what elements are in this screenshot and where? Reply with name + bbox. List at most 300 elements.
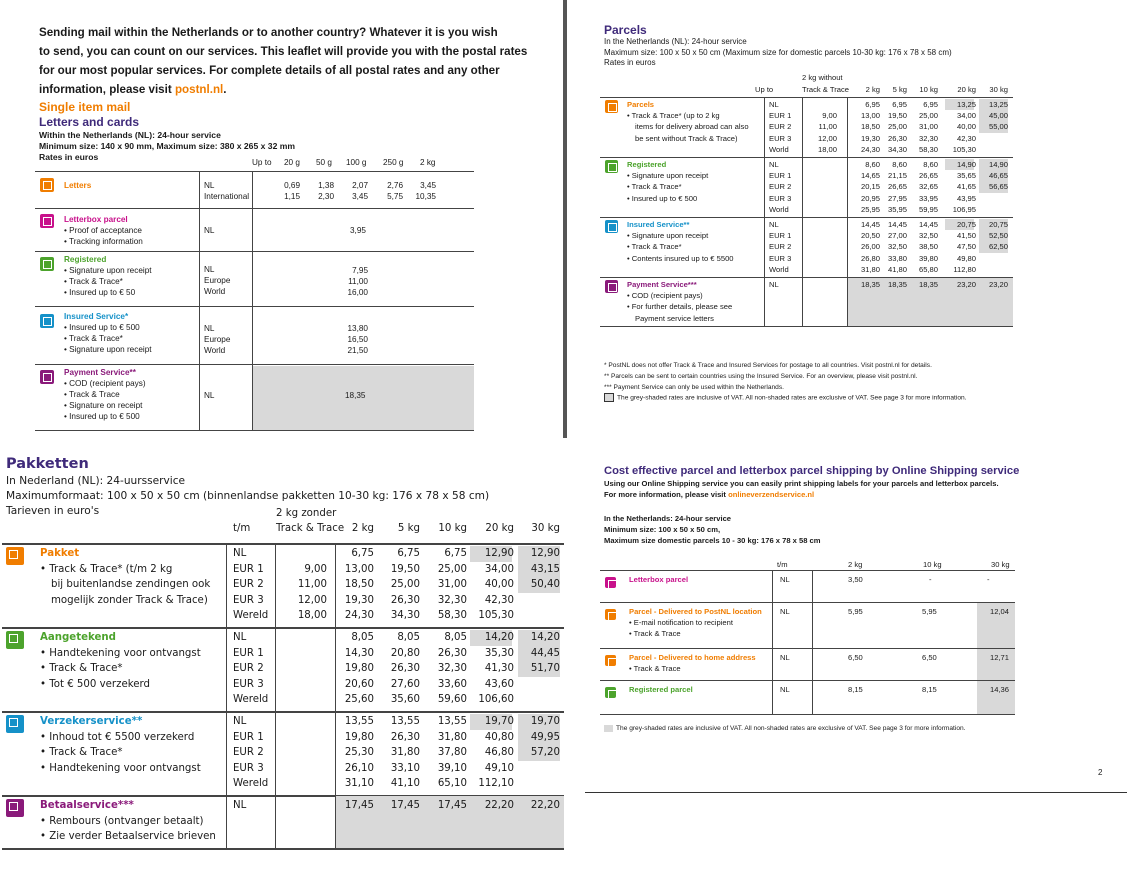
rate: 20,80 <box>390 647 420 659</box>
online-table <box>585 446 1127 792</box>
letter-icon <box>40 178 54 192</box>
bullet: • Inhoud tot € 5500 verzekerd <box>40 731 195 743</box>
rate: 20,75 <box>956 220 976 229</box>
bullet: • Track & Trace <box>629 664 681 673</box>
rate: 43,15 <box>530 563 560 575</box>
rate: 51,70 <box>530 663 560 675</box>
rate: 26,00 <box>860 242 880 252</box>
divider <box>764 157 765 217</box>
rate: 14,20 <box>484 632 514 643</box>
rate: 112,10 <box>478 778 514 790</box>
rate: 14,45 <box>887 220 907 229</box>
rate: 40,00 <box>956 122 976 132</box>
bullet: • Tracking information <box>64 237 143 246</box>
rate: - <box>929 575 932 584</box>
bullet: • For further details, please see <box>627 302 733 312</box>
col-header: 30 kg <box>991 560 1010 569</box>
dest: NL <box>204 265 215 274</box>
bullet: • Track & Trace* <box>627 242 682 252</box>
rate: 2,07 <box>352 181 368 190</box>
dest: NL <box>204 391 215 400</box>
divider <box>812 648 813 680</box>
rate: 22,20 <box>530 800 560 811</box>
panel-parcels <box>567 0 1127 438</box>
rate: 31,80 <box>437 731 467 743</box>
rate: 13,25 <box>988 100 1008 109</box>
rate: 13,55 <box>390 716 420 727</box>
rate: 18,35 <box>345 391 366 400</box>
rate: 11,00 <box>818 122 837 132</box>
bullet: • Signature upon receipt <box>627 171 709 181</box>
col-header: 2 kg zonder <box>276 508 337 519</box>
insured-title: Insured Service* <box>64 312 129 321</box>
rate: 31,10 <box>344 778 374 790</box>
dest: EUR 2 <box>769 122 792 132</box>
col-header: t/m <box>777 560 788 569</box>
divider <box>812 602 813 648</box>
rate: 19,70 <box>530 716 560 727</box>
rate: 26,65 <box>887 182 907 192</box>
col-header: Track & Trace <box>802 85 849 94</box>
rate: 25,00 <box>437 563 467 575</box>
payment-icon <box>40 370 54 384</box>
rate: 32,30 <box>437 663 467 675</box>
rate: 35,30 <box>484 647 514 659</box>
bullet: • Zie verder Betaalservice brieven <box>40 831 216 843</box>
bullet: • Rembours (ontvanger betaalt) <box>40 815 204 827</box>
dest: International <box>204 192 250 201</box>
rate: 27,95 <box>887 193 907 203</box>
divider <box>335 711 336 795</box>
divider <box>226 795 227 848</box>
rate: 58,30 <box>918 144 938 154</box>
rate: 6,75 <box>351 548 374 559</box>
rate: 16,00 <box>347 288 368 297</box>
dest: EUR 1 <box>769 231 792 241</box>
bullet: • Track & Trace* <box>40 747 123 759</box>
rate: 41,80 <box>887 264 907 274</box>
bullet: • Track & Trace <box>64 390 120 399</box>
rate: 14,65 <box>860 171 880 181</box>
rate: 3,45 <box>420 181 436 190</box>
rate: 32,30 <box>918 133 938 143</box>
divider <box>847 157 848 217</box>
rate: 59,60 <box>437 694 467 706</box>
online-title: Cost effective parcel and letterbox parcel shipping by Online Shipping service <box>604 465 1020 477</box>
rate: 25,00 <box>390 579 420 591</box>
rate: 40,80 <box>484 731 514 743</box>
rate: 35,60 <box>390 694 420 706</box>
divider <box>2 848 564 850</box>
registered-title: Registered <box>64 255 107 264</box>
divider <box>35 208 474 209</box>
row-title: Letterbox parcel <box>629 575 689 584</box>
bullet: • Track & Trace* <box>627 182 682 192</box>
parcels-meta: In the Netherlands (NL): 24-hour service Maximum size: 100 x 50 x 50 cm (Maximum size for domestic parcels 10-30 kg: 176 x 78 x 58 cm) Rates in euros <box>604 37 952 67</box>
rate: 13,55 <box>437 716 467 727</box>
online-meta: In the Netherlands: 24-hour service Minimum size: 100 x 50 x 50 cm, Maximum size domestic parcels 10 - 30 kg: 176 x 78 x 58 cm <box>604 514 821 545</box>
bullet: • Track & Trace* (up to 2 kg <box>627 111 720 121</box>
divider <box>600 157 1013 158</box>
registered-icon <box>605 160 618 173</box>
rate: 18,00 <box>817 144 837 154</box>
letterbox-icon <box>605 577 616 588</box>
divider <box>600 570 1015 571</box>
divider <box>275 627 276 711</box>
rate: 40,00 <box>484 579 514 591</box>
rate: 41,30 <box>484 663 514 675</box>
row-title: Parcel - Delivered to home address <box>629 653 756 662</box>
dest: NL <box>233 716 247 727</box>
rate: 33,80 <box>887 253 907 263</box>
rate: 26,80 <box>860 253 880 263</box>
rate: - <box>987 575 990 584</box>
rate: 19,50 <box>887 111 907 121</box>
pakketten-meta: In Nederland (NL): 24-uursservice Maximumformaat: 100 x 50 x 50 cm (binnenlandse pakketten 10-30 kg: 176 x 78 x 58 cm) Tarieven in euro's <box>6 475 490 517</box>
rate: 18,00 <box>297 610 327 622</box>
rate: 12,04 <box>990 607 1010 616</box>
divider <box>2 711 564 713</box>
divider <box>802 157 803 217</box>
rate: 19,70 <box>484 716 514 727</box>
col-header: Track & Trace <box>276 523 345 534</box>
rate: 41,10 <box>390 778 420 790</box>
divider <box>600 217 1013 218</box>
divider <box>226 627 227 711</box>
rate: 47,50 <box>956 242 976 252</box>
divider <box>335 543 336 627</box>
subsection-title: Letters and cards <box>39 115 140 129</box>
rate: 1,38 <box>318 181 334 190</box>
rate: 26,65 <box>918 171 938 181</box>
rate: 33,95 <box>918 193 938 203</box>
bullet: • Insured up to € 500 <box>627 193 698 203</box>
rate: 14,36 <box>990 685 1010 694</box>
rate: 34,30 <box>390 610 420 622</box>
rate: 11,00 <box>348 277 368 286</box>
rate: 26,30 <box>390 594 420 606</box>
divider <box>600 680 1015 681</box>
bullet: • Track & Trace* <box>64 277 123 286</box>
dest: NL <box>780 653 790 662</box>
dest: Wereld <box>233 778 269 790</box>
rate: 49,10 <box>484 762 514 774</box>
bullet: • Insured up to € 50 <box>64 288 136 297</box>
rate: 12,00 <box>297 594 327 606</box>
col-header: 5 kg <box>397 523 420 534</box>
rate: 7,95 <box>352 266 368 275</box>
bullet: • Handtekening voor ontvangst <box>40 762 201 774</box>
rate: 56,65 <box>988 182 1008 192</box>
col-header: 20 kg <box>957 85 976 94</box>
col-header: 30 kg <box>989 85 1008 94</box>
bullet: • Track & Trace* (t/m 2 kg <box>40 563 173 575</box>
rate: 24,30 <box>860 144 880 154</box>
rate: 41,50 <box>956 231 976 241</box>
divider <box>812 680 813 714</box>
rate: 65,10 <box>437 778 467 790</box>
dest: Europe <box>204 335 231 344</box>
row-title: Parcel - Delivered to PostNL location <box>629 607 762 616</box>
letterbox-icon <box>40 214 54 228</box>
bullet: • E-mail notification to recipient <box>629 618 733 627</box>
rate: 32,65 <box>918 182 938 192</box>
rate: 25,60 <box>344 694 374 706</box>
dest: World <box>769 144 789 154</box>
divider <box>275 795 276 848</box>
parcel-icon <box>6 547 24 565</box>
rate: 106,60 <box>478 694 514 706</box>
page-number: 2 <box>1098 768 1103 777</box>
divider <box>226 543 227 627</box>
col-header: 2 kg <box>848 560 863 569</box>
dest: NL <box>769 280 779 289</box>
col-header: 5 kg <box>892 85 907 94</box>
divider <box>600 648 1015 649</box>
col-header: 50 g <box>316 158 332 167</box>
divider <box>772 680 773 714</box>
rate: 1,15 <box>284 192 300 201</box>
registered-icon <box>6 631 24 649</box>
row-title: Aangetekend <box>40 632 116 643</box>
rate: 12,90 <box>484 548 514 559</box>
letterbox-title: Letterbox parcel <box>64 215 128 224</box>
divider <box>772 648 773 680</box>
rate: 3,50 <box>848 575 863 584</box>
rate: 8,05 <box>351 632 374 643</box>
insured-icon <box>6 715 24 733</box>
postnl-link[interactable]: postnl.nl <box>174 83 224 96</box>
rate: 19,80 <box>344 663 374 675</box>
rate: 46,80 <box>484 747 514 759</box>
registered-icon <box>605 687 616 698</box>
divider <box>275 711 276 795</box>
rate: 44,45 <box>530 647 560 659</box>
payment-title: Payment Service** <box>64 368 136 377</box>
rate: 14,90 <box>956 160 976 169</box>
dest: World <box>204 287 226 296</box>
rate: 6,75 <box>397 548 420 559</box>
dest: Wereld <box>233 694 269 706</box>
rate: 32,50 <box>918 231 938 241</box>
rate: 17,45 <box>437 800 467 811</box>
dest: NL <box>204 324 215 333</box>
row-title: Insured Service** <box>627 220 690 229</box>
divider <box>802 277 803 326</box>
bullet: bij buitenlandse zendingen ook <box>51 579 211 591</box>
dest: EUR 3 <box>769 193 792 203</box>
divider <box>2 627 564 629</box>
rate: 31,80 <box>860 264 880 274</box>
panel-pakketten <box>0 446 566 885</box>
dest: NL <box>769 100 779 109</box>
shade-legend-box <box>604 393 614 402</box>
rate: 46,65 <box>988 171 1008 181</box>
online-footnote: The grey-shaded rates are inclusive of VAT. All non-shaded rates are exclusive of VAT. See page 3 for more information. <box>604 723 966 734</box>
rate: 13,80 <box>347 324 368 333</box>
bullet: items for delivery abroad can also <box>635 122 749 132</box>
rate: 27,00 <box>887 231 907 241</box>
letters-meta: Within the Netherlands (NL): 24-hour service Minimum size: 140 x 90 mm, Maximum size: 380 x 265 x 32 mm Rates in euros <box>39 130 296 162</box>
bullet: mogelijk zonder Track & Trace) <box>51 594 208 606</box>
rate: 3,45 <box>352 192 368 201</box>
rate: 58,30 <box>437 610 467 622</box>
divider <box>600 97 1013 98</box>
rate: 13,00 <box>344 563 374 575</box>
rate: 21,15 <box>887 171 907 181</box>
bullet: • Signature upon receipt <box>64 345 152 354</box>
rate: 106,95 <box>952 204 976 214</box>
bullet: • Proof of acceptance <box>64 226 142 235</box>
row-title: Parcels <box>627 100 655 109</box>
dest: World <box>769 204 789 214</box>
dest: NL <box>769 160 779 169</box>
divider <box>275 543 276 627</box>
parcels-title: Parcels <box>604 23 647 37</box>
online-link[interactable]: onlineverzendservice.nl <box>728 489 815 499</box>
rate: 59,95 <box>918 204 938 214</box>
rate: 13,55 <box>344 716 374 727</box>
rate: 16,50 <box>347 335 368 344</box>
bullet: • Insured up to € 500 <box>64 323 140 332</box>
divider <box>847 217 848 277</box>
rate: 39,80 <box>918 253 938 263</box>
rate: 6,50 <box>922 653 937 662</box>
rate: 20,50 <box>860 231 880 241</box>
bullet: • COD (recipient pays) <box>64 379 146 388</box>
col-header: 100 g <box>346 158 367 167</box>
rate: 26,30 <box>390 731 420 743</box>
rate: 12,71 <box>990 653 1010 662</box>
divider <box>35 171 474 172</box>
rate: 13,00 <box>860 111 880 121</box>
rate: 8,15 <box>848 685 863 694</box>
rate: 34,30 <box>887 144 907 154</box>
col-header: 2 kg <box>865 85 880 94</box>
shade-legend-box <box>604 725 613 732</box>
dest: EUR 2 <box>769 182 792 192</box>
registered-icon <box>40 257 54 271</box>
col-header: 10 kg <box>438 523 467 534</box>
row-title: Registered <box>627 160 667 169</box>
intro-line: for our most popular services. For complete details of all postal rates and any other <box>39 64 500 77</box>
rate: 105,30 <box>952 144 976 154</box>
row-title: Pakket <box>40 548 80 559</box>
dest: EUR 1 <box>233 647 264 659</box>
rate: 17,45 <box>344 800 374 811</box>
divider <box>335 627 336 711</box>
rate: 112,80 <box>953 264 976 274</box>
rate: 12,90 <box>530 548 560 559</box>
intro-line: to send, you can count on our services. This leaflet will provide you with the postal rates <box>39 45 528 58</box>
rate: 5,95 <box>922 607 937 616</box>
rate: 18,35 <box>860 280 880 289</box>
rate: 11,00 <box>297 579 327 591</box>
rate: 13,25 <box>956 100 976 109</box>
rate: 33,60 <box>437 678 467 690</box>
divider <box>600 326 1013 327</box>
divider <box>847 97 848 157</box>
divider <box>2 543 564 545</box>
rate: 33,10 <box>390 762 420 774</box>
rate: 0,69 <box>284 181 300 190</box>
rate: 21,50 <box>347 346 368 355</box>
rate: 5,95 <box>848 607 863 616</box>
rate: 2,30 <box>318 192 334 201</box>
divider <box>802 97 803 157</box>
row-title: Verzekerservice** <box>40 716 143 727</box>
rate: 14,30 <box>344 647 374 659</box>
rate: 37,80 <box>437 747 467 759</box>
bullet: • Signature on receipt <box>64 401 143 410</box>
divider <box>226 711 227 795</box>
row-title: Registered parcel <box>629 685 693 694</box>
intro-text <box>39 23 527 99</box>
divider <box>35 306 474 307</box>
rate: 10,35 <box>415 192 436 201</box>
bullet: • Signature upon receipt <box>627 231 709 241</box>
rate: 35,95 <box>887 204 907 214</box>
rate: 26,30 <box>887 133 907 143</box>
divider <box>199 171 200 430</box>
divider <box>847 277 848 326</box>
col-header: 10 kg <box>919 85 938 94</box>
rate: 31,00 <box>918 122 938 132</box>
rate: 6,95 <box>923 100 938 109</box>
dest: NL <box>780 607 790 616</box>
rate: 14,45 <box>918 220 938 229</box>
bullet: • Track & Trace* <box>40 663 123 675</box>
dest: Wereld <box>233 610 269 622</box>
rate: 8,05 <box>397 632 420 643</box>
rate: 23,20 <box>988 280 1008 289</box>
rate: 8,05 <box>444 632 467 643</box>
rate: 38,50 <box>918 242 938 252</box>
rate: 52,50 <box>988 231 1008 241</box>
rate: 65,80 <box>918 264 938 274</box>
divider <box>772 570 773 602</box>
dest: EUR 1 <box>233 563 264 575</box>
rate: 26,30 <box>390 663 420 675</box>
divider <box>764 277 765 326</box>
rate: 25,00 <box>918 111 938 121</box>
payment-icon <box>6 799 24 817</box>
dest: EUR 3 <box>233 678 264 690</box>
bullet: • Insured up to € 500 <box>64 412 140 421</box>
rate: 22,20 <box>484 800 514 811</box>
divider <box>764 217 765 277</box>
rate: 6,50 <box>848 653 863 662</box>
dest: World <box>769 264 789 274</box>
rate: 18,35 <box>918 280 938 289</box>
rate: 14,90 <box>988 160 1008 169</box>
bullet: Payment service letters <box>635 313 714 323</box>
dest: NL <box>780 685 790 694</box>
rate: 41,65 <box>956 182 976 192</box>
dest: NL <box>233 548 247 559</box>
dest: EUR 2 <box>233 579 264 591</box>
row-title: Payment Service*** <box>627 280 697 289</box>
rate: 45,00 <box>988 111 1008 121</box>
dest: EUR 2 <box>233 747 264 759</box>
rate: 31,00 <box>437 579 467 591</box>
dest: NL <box>204 226 215 235</box>
dest: EUR 2 <box>769 242 792 252</box>
parcel-icon <box>605 100 618 113</box>
rate: 55,00 <box>988 122 1008 132</box>
insured-icon <box>605 220 618 233</box>
dest: NL <box>204 181 215 190</box>
